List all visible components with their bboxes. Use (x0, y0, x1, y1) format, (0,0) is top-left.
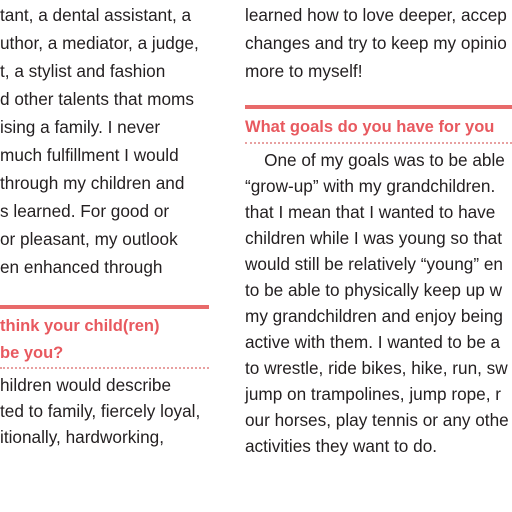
text-line: uthor, a mediator, a judge, (0, 33, 199, 53)
text-line: hildren would describe (0, 375, 172, 395)
text-line: ising a family. I never (0, 117, 161, 137)
text-line: en enhanced through (0, 257, 163, 277)
question-heading-line: think your child(ren) (0, 317, 160, 335)
dotted-divider (0, 367, 209, 369)
section-rule (245, 105, 512, 109)
text-line: tant, a dental assistant, a (0, 5, 192, 25)
text-line: s learned. For good or (0, 201, 170, 221)
text-line: ted to family, fiercely loyal, (0, 401, 201, 421)
text-line: my grandchildren and enjoy being (245, 306, 503, 326)
text-line: t, a stylist and fashion (0, 61, 166, 81)
text-line: learned how to love deeper, accep (245, 5, 507, 25)
text-line: children while I was young so that (245, 228, 502, 248)
text-line: that I mean that I wanted to have (245, 202, 496, 222)
text-line: changes and try to keep my opinio (245, 33, 507, 53)
dotted-divider (245, 142, 512, 144)
question-heading-line: be you? (0, 344, 64, 362)
text-line: One of my goals was to be able (245, 150, 505, 170)
text-line: our horses, play tennis or any othe (245, 410, 509, 430)
text-line: or pleasant, my outlook (0, 229, 178, 249)
text-line: to be able to physically keep up w (245, 280, 503, 300)
text-line: itionally, hardworking, (0, 427, 164, 447)
question-heading: What goals do you have for you (245, 118, 495, 136)
text-line: much fulfillment I would (0, 145, 179, 165)
text-line: would still be relatively “young” en (245, 254, 503, 274)
text-line: active with them. I wanted to be a (245, 332, 501, 352)
text-line: “grow-up” with my grandchildren. (245, 176, 496, 196)
text-line: jump on trampolines, jump rope, r (245, 384, 502, 404)
text-line: to wrestle, ride bikes, hike, run, sw (245, 358, 508, 378)
section-rule (0, 305, 209, 309)
text-line: d other talents that moms (0, 89, 194, 109)
text-line: more to myself! (245, 61, 363, 81)
text-line: through my children and (0, 173, 185, 193)
text-line: activities they want to do. (245, 436, 438, 456)
